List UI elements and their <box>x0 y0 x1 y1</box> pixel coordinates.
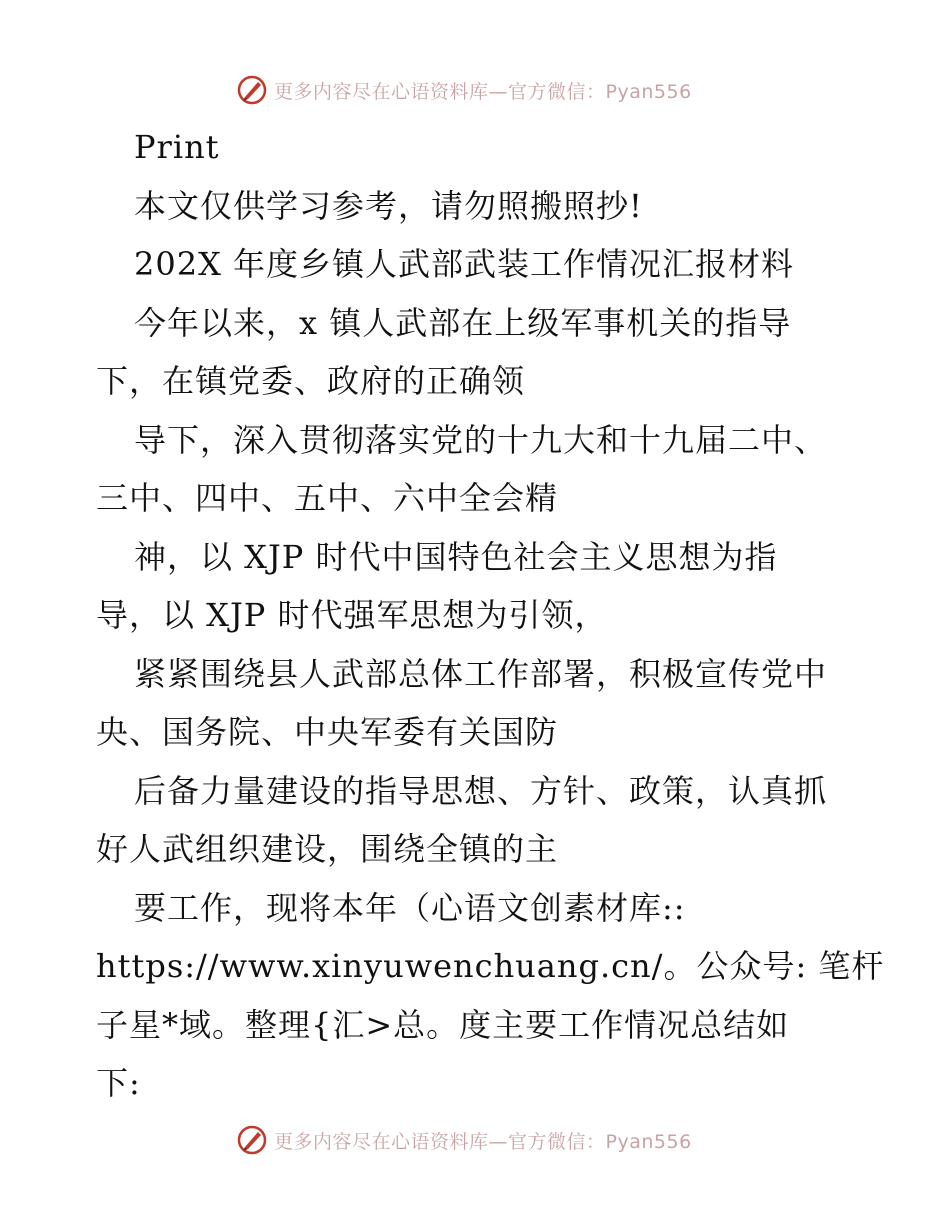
text-line: 下，在镇党委、政府的正确领 <box>96 362 526 400</box>
text-line: https://www.xinyuwenchuang.cn/。公众号: 笔杆 <box>96 947 885 985</box>
text-line: 神，以 XJP 时代中国特色社会主义思想为指 <box>134 537 778 576</box>
pen-logo-icon <box>236 74 268 106</box>
document-body <box>96 118 885 1113</box>
text-line: 三中、四中、五中、六中全会精 <box>96 479 559 517</box>
text-line: 紧紧围绕县人武部总体工作部署，积极宣传党中 <box>134 654 828 693</box>
text-line: Print <box>134 128 220 166</box>
text-line: 后备力量建设的指导思想、方针、政策，认真抓 <box>134 771 828 810</box>
text-line: 导下，深入贯彻落实党的十九大和十九届二中、 <box>134 420 828 459</box>
text-line: 202X 年度乡镇人武部武装工作情况汇报材料 <box>134 245 795 283</box>
header-watermark <box>236 72 716 108</box>
text-line: 下: <box>96 1064 141 1102</box>
text-line: 本文仅供学习参考，请勿照搬照抄! <box>134 186 643 225</box>
text-line: 子星*域。整理{汇>总。度主要工作情况总结如 <box>96 1005 790 1044</box>
text-line: 央、国务院、中央军委有关国防 <box>96 713 559 751</box>
footer-watermark <box>236 1122 716 1158</box>
text-line: 导，以 XJP 时代强军思想为引领， <box>96 596 608 634</box>
pen-logo-icon <box>236 1124 268 1156</box>
text-line: 要工作，现将本年（心语文创素材库:: <box>134 888 686 927</box>
text-line: 今年以来，x 镇人武部在上级军事机关的指导 <box>134 303 792 342</box>
watermark-text: 更多内容尽在心语资料库—官方微信：Pyan556 <box>274 1130 692 1153</box>
text-line: 好人武组织建设，围绕全镇的主 <box>96 830 559 868</box>
watermark-text: 更多内容尽在心语资料库—官方微信：Pyan556 <box>274 80 692 103</box>
